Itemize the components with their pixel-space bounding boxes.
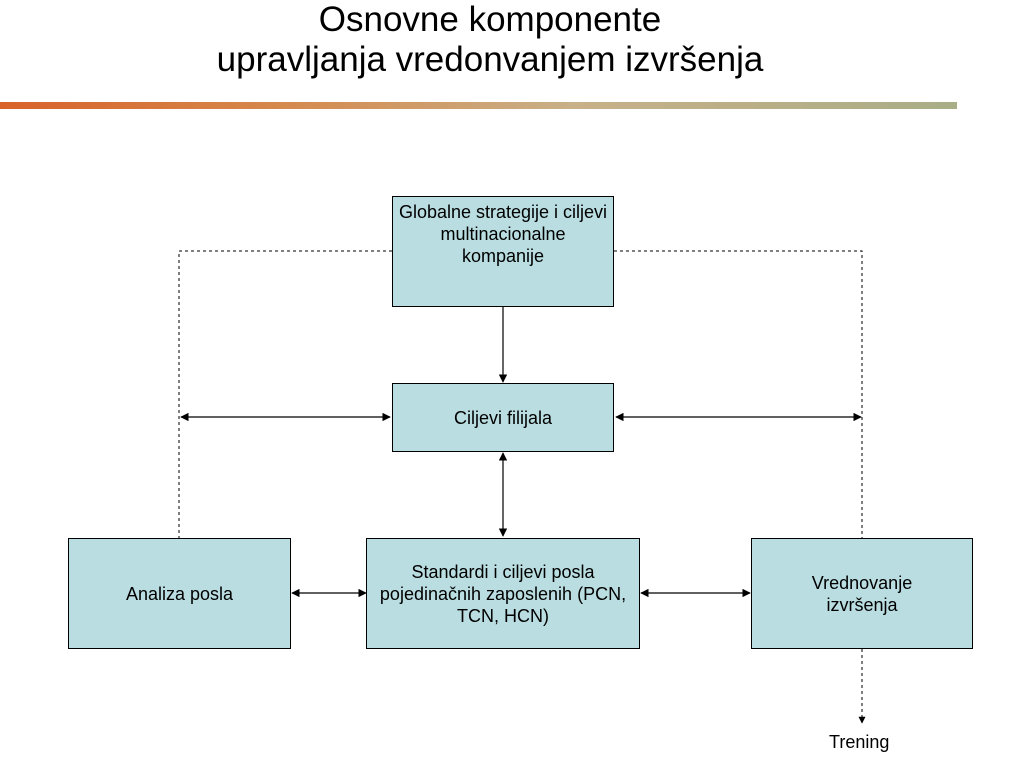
node-subsidiary-goals-label: Ciljevi filijala bbox=[453, 407, 553, 428]
outcome-training-label: Trening bbox=[829, 732, 890, 752]
title-line-1: Osnovne komponente bbox=[318, 0, 662, 39]
node-job-analysis-label: Analiza posla bbox=[125, 583, 234, 604]
dashed-loop-right bbox=[614, 251, 862, 538]
title-line-2: upravljanja vredonvanjem izvršenja bbox=[216, 40, 764, 79]
node-performance-evaluation bbox=[751, 538, 973, 649]
node-individual-standards-label: Standardi i ciljevi posla pojedinačnih zaposlenih (PCN, TCN, HCN) bbox=[379, 561, 627, 626]
node-subsidiary-goals bbox=[392, 383, 614, 452]
dashed-loop-left bbox=[179, 251, 392, 538]
node-job-analysis bbox=[68, 538, 291, 649]
node-individual-standards bbox=[366, 538, 640, 649]
node-performance-evaluation-label: Vrednovanje izvršenja bbox=[811, 572, 913, 615]
node-global-strategies-label: Globalne strategije i ciljevi multinacionalne kompanije bbox=[398, 202, 608, 266]
node-global-strategies bbox=[392, 196, 614, 307]
